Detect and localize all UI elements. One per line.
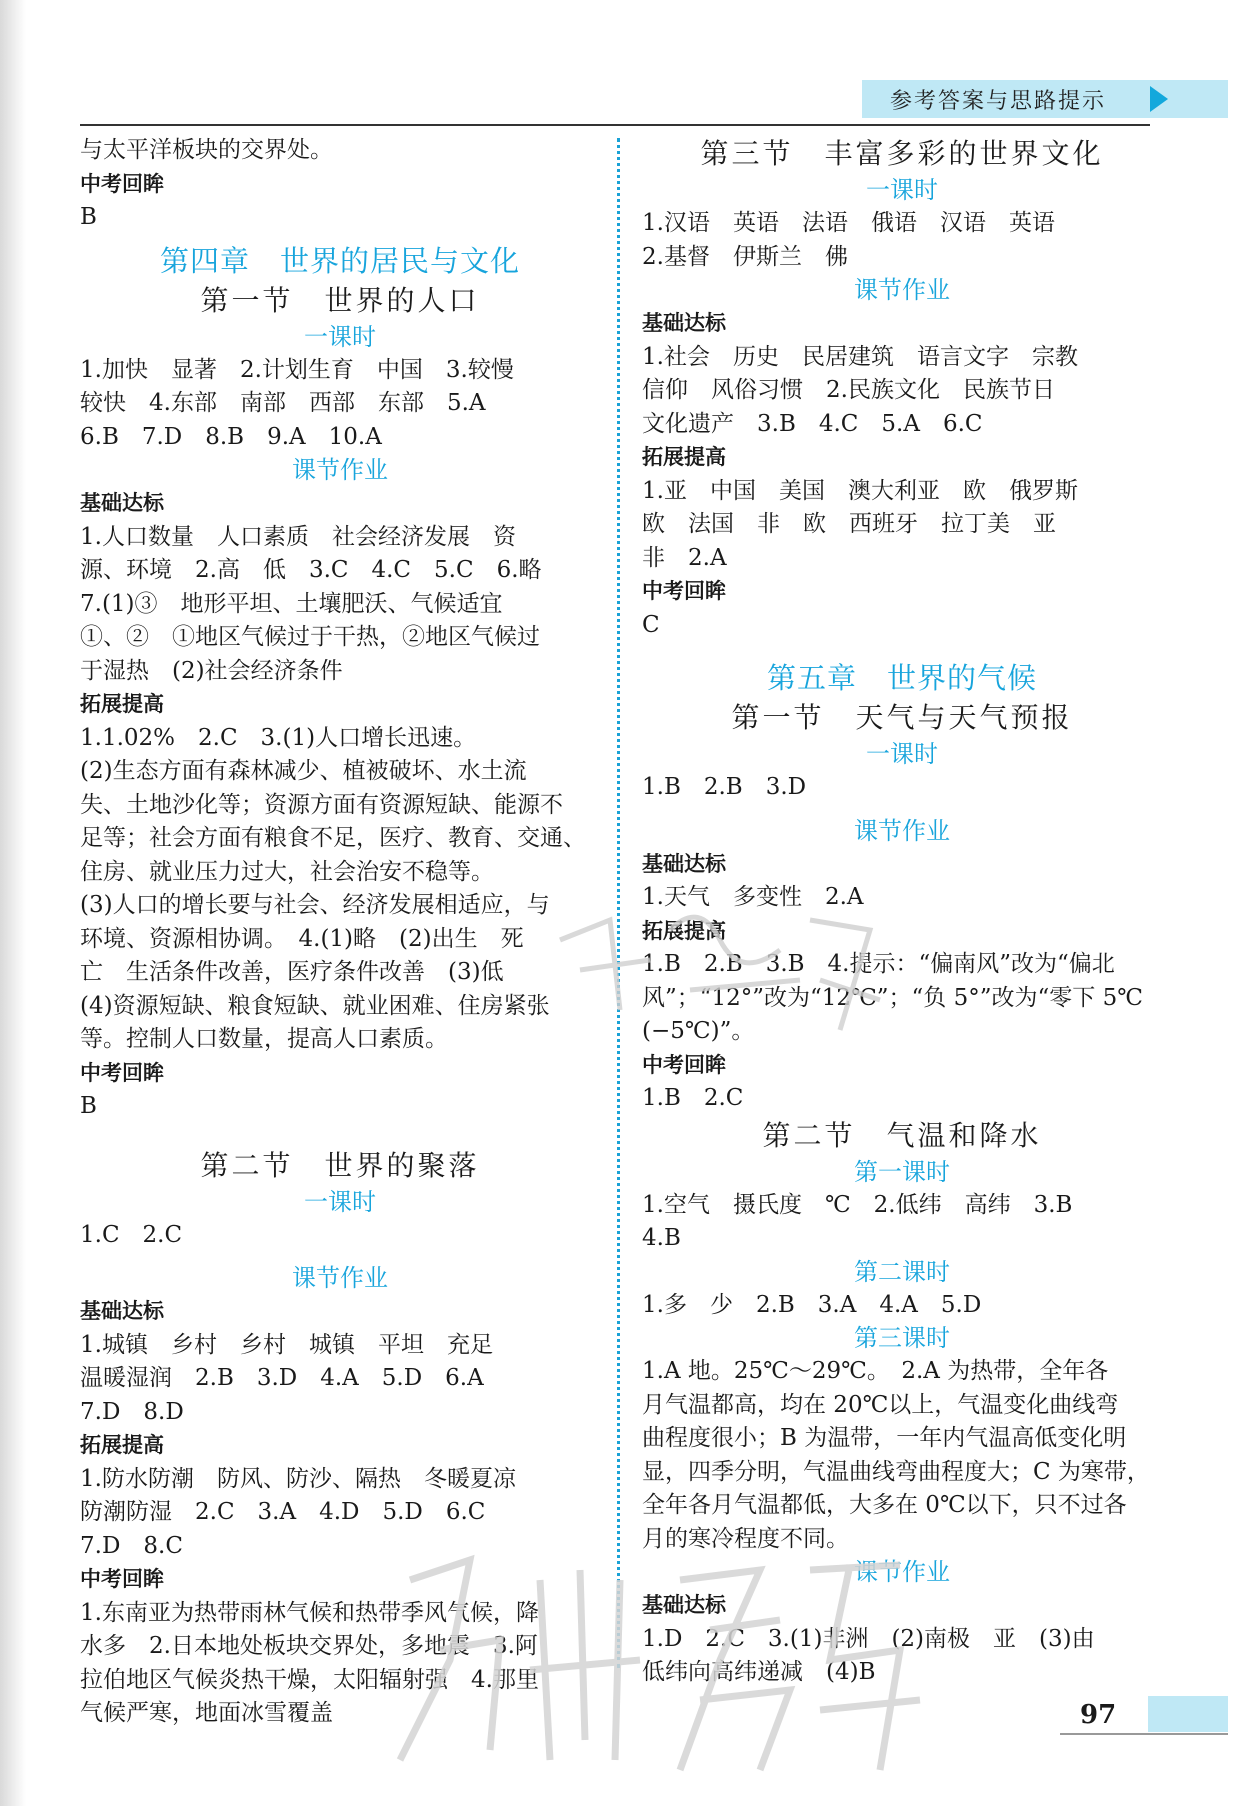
- subheading: 基础达标: [80, 1299, 164, 1323]
- answer-line: 水多 2.日本地处板块交界处，多地震 3.阿: [80, 1633, 538, 1659]
- subheading: 基础达标: [642, 1593, 726, 1617]
- answer-line: 低纬向高纬递减 (4)B: [642, 1659, 876, 1685]
- header-title: 参考答案与思路提示: [890, 89, 1107, 114]
- answer-line: 1.汉语 英语 法语 俄语 汉语 英语: [642, 210, 1055, 236]
- answer-line: 环境、资源相协调。 4.(1)略 (2)出生 死: [80, 925, 524, 952]
- section-title: 第一节 天气与天气预报: [731, 701, 1073, 734]
- subheading: 中考回眸: [80, 171, 164, 196]
- answer-line: 于湿热 (2)社会经济条件: [80, 657, 343, 684]
- answer-line: 1.A 地。25℃～29℃。 2.A 为热带，全年各: [642, 1358, 1109, 1384]
- subheading: 中考回眸: [642, 1052, 726, 1077]
- answer-line: 1.C 2.C: [80, 1221, 183, 1248]
- subheading: 中考回眸: [642, 579, 726, 603]
- answer-line: 风”；“12°”改为“12℃”；“负 5°”改为“零下 5℃: [642, 984, 1143, 1011]
- answer-line: 1.1.02% 2.C 3.(1)人口增长迅速。: [80, 724, 477, 751]
- watermark-logo: [380, 1540, 940, 1800]
- subheading: 基础达标: [80, 491, 164, 515]
- answer-line: 7.(1)③ 地形平坦、土壤肥沃、气候适宜: [80, 590, 503, 617]
- lesson-title: 一课时: [866, 176, 938, 204]
- answer-line: 2.基督 伊斯兰 佛: [642, 243, 848, 270]
- answer-line: 拉伯地区气候炎热干燥，太阳辐射强 4.那里: [80, 1666, 539, 1693]
- answer-line: ①、② ①地区气候过于干热，②地区气候过: [80, 624, 540, 650]
- answer-line: 与太平洋板块的交界处。: [80, 137, 333, 163]
- subheading: 拓展提高: [642, 445, 726, 469]
- answer-line: 1.东南亚为热带雨林气候和热带季风气候，降: [80, 1599, 539, 1626]
- answer-line: 非 2.A: [642, 544, 727, 571]
- answer-line: 防潮防湿 2.C 3.A 4.D 5.D 6.C: [80, 1499, 486, 1525]
- answer-line: 1.防水防潮 防风、防沙、隔热 冬暖夏凉: [80, 1465, 516, 1492]
- subheading: 拓展提高: [642, 918, 726, 943]
- answer-line: 信仰 风俗习惯 2.民族文化 民族节日: [642, 377, 1055, 403]
- answer-line: (−5℃)”。: [642, 1018, 755, 1044]
- answer-line: 气候严寒，地面冰雪覆盖: [80, 1700, 333, 1726]
- answer-line: 源、环境 2.高 低 3.C 4.C 5.C 6.略: [80, 557, 542, 583]
- answer-line: 等。控制人口数量，提高人口素质。: [80, 1026, 448, 1052]
- answer-line: 1.空气 摄氏度 ℃ 2.低纬 高纬 3.B: [642, 1191, 1073, 1218]
- chapter-title: 第五章 世界的气候: [766, 661, 1037, 695]
- answer-line: 1.多 少 2.B 3.A 4.A 5.D: [642, 1291, 982, 1318]
- page-number: 97: [1080, 1700, 1117, 1730]
- lesson-title: 第二课时: [854, 1257, 950, 1286]
- spacer: [80, 1124, 600, 1146]
- answer-line: 1.天气 多变性 2.A: [642, 884, 864, 910]
- footer-rule: [1060, 1733, 1228, 1735]
- header-arrow-icon: [1150, 86, 1168, 112]
- spacer: [642, 642, 1162, 652]
- answer-line: 显，四季分明，气温曲线弯曲程度大；C 为寒带，: [642, 1458, 1150, 1485]
- answer-line: 1.B 2.B 3.D: [642, 774, 807, 800]
- watermark-logo-upper: [540, 880, 900, 1060]
- answer-line: C: [642, 611, 660, 638]
- subheading: 拓展提高: [80, 1433, 164, 1457]
- lesson-title: 一课时: [304, 1187, 376, 1216]
- lesson-title: 一课时: [866, 740, 938, 768]
- answer-line: 1.人口数量 人口素质 社会经济发展 资: [80, 523, 516, 550]
- lesson-title: 第一课时: [854, 1157, 950, 1186]
- subheading: 中考回眸: [80, 1060, 164, 1085]
- answer-line: 1.亚 中国 美国 澳大利亚 欧 俄罗斯: [642, 477, 1078, 504]
- lesson-title: 第三课时: [854, 1324, 950, 1352]
- answer-line: 月气温都高，均在 20℃以上，气温变化曲线弯: [642, 1391, 1119, 1418]
- answer-line: 1.社会 历史 民居建筑 语言文字 宗教: [642, 343, 1078, 370]
- answer-line: 曲程度很小；B 为温带，一年内气温高低变化明: [642, 1425, 1127, 1451]
- answer-line: 1.B 2.B 3.B 4.提示：“偏南风”改为“偏北: [642, 951, 1115, 977]
- answer-line: 全年各月气温都低，大多在 0℃以下，只不过各: [642, 1492, 1127, 1518]
- subheading: 拓展提高: [80, 692, 164, 716]
- answer-line: 住房、就业压力过大，社会治安不稳等。: [80, 858, 494, 885]
- answer-line: B: [80, 1093, 97, 1119]
- answer-line: 4.B: [642, 1225, 681, 1251]
- left-column: [80, 134, 600, 1731]
- answer-line: 1.城镇 乡村 乡村 城镇 平坦 充足: [80, 1331, 493, 1358]
- answer-line: 1.D 2.C 3.(1)非洲 (2)南极 亚 (3)由: [642, 1625, 1095, 1652]
- lesson-title: 课节作业: [854, 1558, 950, 1586]
- spacer: [80, 1252, 600, 1262]
- section-title: 第二节 气温和降水: [762, 1118, 1042, 1152]
- spacer: [642, 805, 1162, 815]
- answer-line: 欧 法国 非 欧 西班牙 拉丁美 亚: [642, 511, 1056, 537]
- answer-line: (3)人口的增长要与社会、经济发展相适应，与: [80, 892, 550, 918]
- answer-line: 月的寒冷程度不同。: [642, 1525, 849, 1552]
- lesson-title: 课节作业: [292, 1264, 388, 1292]
- chapter-title: 第四章 世界的居民与文化: [159, 243, 520, 278]
- answer-line: 较快 4.东部 南部 西部 东部 5.A: [80, 390, 486, 416]
- answer-line: 1.加快 显著 2.计划生育 中国 3.较慢: [80, 356, 514, 383]
- answer-line: 7.D 8.C: [80, 1532, 183, 1559]
- section-title: 第二节 世界的聚落: [200, 1148, 480, 1182]
- subheading: 基础达标: [642, 311, 726, 335]
- answer-line: 1.B 2.C: [642, 1085, 744, 1111]
- subheading: 基础达标: [642, 851, 726, 876]
- header-rule: [80, 124, 1150, 126]
- answer-line: 亡 生活条件改善，医疗条件改善 (3)低: [80, 959, 504, 985]
- answer-line: (4)资源短缺、粮食短缺、就业困难、住房紧张: [80, 992, 550, 1019]
- answer-line: 足等；社会方面有粮食不足，医疗、教育、交通、: [80, 825, 586, 851]
- lesson-title: 课节作业: [854, 276, 950, 304]
- answer-line: 温暖湿润 2.B 3.D 4.A 5.D 6.A: [80, 1365, 484, 1391]
- answer-line: (2)生态方面有森林减少、植被破坏、水土流: [80, 758, 527, 784]
- answer-line: 6.B 7.D 8.B 9.A 10.A: [80, 423, 382, 450]
- page-spine-shadow: [0, 0, 26, 1806]
- subheading: 中考回眸: [80, 1567, 164, 1591]
- answer-line: B: [80, 204, 97, 230]
- answer-line: 失、土地沙化等；资源方面有资源短缺、能源不: [80, 791, 563, 818]
- lesson-title: 课节作业: [854, 816, 950, 845]
- answer-line: 7.D 8.D: [80, 1398, 184, 1425]
- lesson-title: 一课时: [304, 322, 376, 351]
- section-title: 第三节 丰富多彩的世界文化: [700, 137, 1104, 170]
- answer-line: 文化遗产 3.B 4.C 5.A 6.C: [642, 410, 983, 437]
- section-title: 第一节 世界的人口: [200, 283, 480, 317]
- lesson-title: 课节作业: [292, 456, 388, 484]
- footer-band: [1148, 1696, 1228, 1732]
